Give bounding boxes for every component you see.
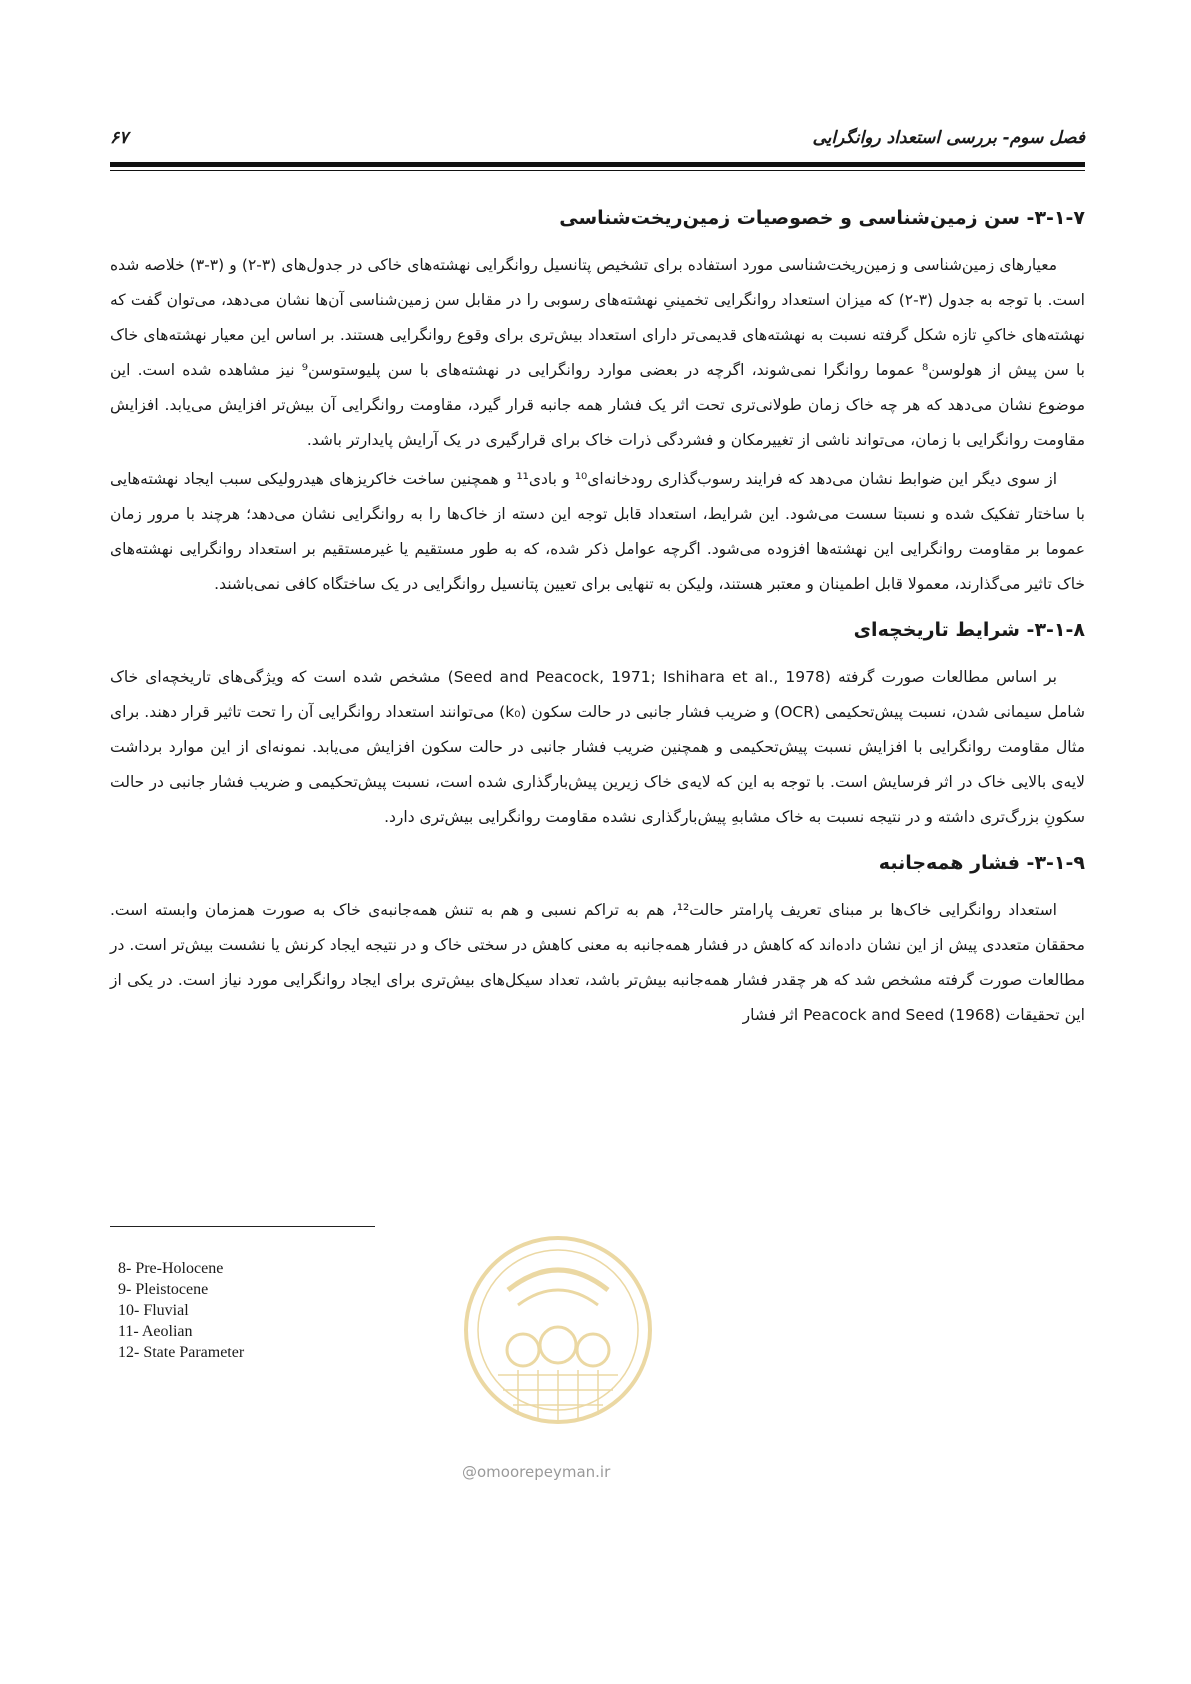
footnote: 12- State Parameter xyxy=(118,1344,245,1361)
paragraph: بر اساس مطالعات صورت گرفته (Seed and Peacock, 1971; Ishihara et al., 1978) مشخص شده است که ویژگی‌های تاریخچه‌ای خاک شامل سیمانی شدن، نسبت پیش‌تحکیمی (OCR) و ضریب فشار جانبی در حالت سکون (k₀) می‌توانند استعداد روانگرایی آن را تحت تاثیر قرار دهند. برای مثال مقاومت روانگرایی با افزایش نسبت پیش‌تحکیمی و همچنین ضریب فشار جانبی در حالت سکون افزایش می‌یابد. نمونه‌ای از این موارد برداشت لایه‌ی بالایی خاک در اثر فرسایش است. با توجه به این که لایه‌ی خاک زیرین پیش‌بارگذاری شده است، نسبت پیش‌تحکیمی و ضریب فشار جانبی در حالت سکونِ بزرگ‌تری داشته و در نتیجه نسبت به خاک مشابهِ پیش‌بارگذاری نشده مقاومت روانگرایی بیش‌تری دارد. xyxy=(110,668,1085,826)
watermark-site xyxy=(462,1463,610,1481)
paragraph: استعداد روانگرایی خاک‌ها بر مبنای تعریف پارامتر حالت¹²، هم به تراکم نسبی و هم به تنش همه‌جانبه‌ی خاک به صورت همزمان وابسته است. محققان متعددی پیش از این نشان داده‌اند که کاهش در فشار همه‌جانبه به معنی کاهش در سختی خاک و در نتیجه ایجاد کرنش یا نشست بیش‌تر است. در مطالعات صورت گرفته مشخص شد که هر چقدر فشار همه‌جانبه بیش‌تر باشد، تعداد سیکل‌های بیش‌تری برای ایجاد روانگرایی مورد نیاز است. در یکی از این تحقیقات Peacock and Seed (1968) اثر فشار xyxy=(110,901,1085,1024)
section-confining-pressure xyxy=(110,847,1085,1033)
page-number: ۶۷ xyxy=(110,128,129,148)
header-rule-thick xyxy=(110,162,1085,167)
header-rule-thin xyxy=(110,170,1085,171)
footnote: 8- Pre-Holocene xyxy=(118,1260,224,1277)
section-historical-conditions xyxy=(110,614,1085,835)
footnotes xyxy=(118,1258,244,1363)
paragraph: معیارهای زمین‌شناسی و زمین‌ریخت‌شناسی مورد استفاده برای تشخیص پتانسیل روانگرایی نهشته‌های خاکی در جدول‌های (۳-۲) و (۳-۳) خلاصه شده است. با توجه به جدول (۳-۲) که میزان استعداد روانگرایی تخمینیِ نهشته‌های رسوبی را در مقابل سن زمین‌شناسی آن‌ها نشان می‌دهد، می‌توان گفت که نهشته‌های خاکیِ تازه شکل گرفته نسبت به نهشته‌های قدیمی‌تر دارای استعداد بیش‌تری برای وقوع روانگرایی هستند. بر اساس این معیار نهشته‌های خاک با سن پیش از هولوسن⁸ عموما روانگرا نمی‌شوند، اگرچه در بعضی موارد روانگرایی در نهشته‌های با سن پلیوستوسن⁹ نیز مشاهده شده است. این موضوع نشان می‌دهد که هر چه خاک زمان طولانی‌تری تحت اثر یک فشار همه جانبه قرار گیرد، مقاومت روانگرایی آن بیش‌تر افزایش می‌یابد. افزایش مقاومت روانگرایی با زمان، می‌تواند ناشی از تغییرمکان و فشردگی ذرات خاک برای قرارگیری در یک آرایش پایدارتر باشد. xyxy=(110,256,1085,449)
section-heading: ۳-۱-۷- سن زمین‌شناسی و خصوصیات زمین‌ریخت‌شناسی xyxy=(559,207,1085,229)
footnote: 9- Pleistocene xyxy=(118,1281,209,1298)
watermark-logo xyxy=(458,1230,658,1450)
section-heading: ۳-۱-۹- فشار همه‌جانبه xyxy=(878,852,1085,874)
footnote-rule xyxy=(110,1226,375,1227)
watermark-site-text: omoorepeyman.ir xyxy=(477,1463,611,1481)
page-body xyxy=(110,190,1085,1043)
footnote: 11- Aeolian xyxy=(118,1323,193,1340)
section-geologic-age xyxy=(110,202,1085,602)
chapter-title: فصل سوم- بررسی استعداد روانگرایی xyxy=(812,128,1085,148)
at-icon: @ xyxy=(462,1463,477,1481)
seal-icon xyxy=(458,1230,658,1450)
section-heading: ۳-۱-۸- شرایط تاریخچه‌ای xyxy=(853,619,1085,641)
page-header xyxy=(110,128,1085,158)
paragraph: از سوی دیگر این ضوابط نشان می‌دهد که فرایند رسوب‌گذاری رودخانه‌ای¹⁰ و بادی¹¹ و همچنین ساخت خاکریزهای هیدرولیکی سبب ایجاد نهشته‌هایی با ساختار تفکیک شده و نسبتا سست می‌شود. این شرایط، استعداد قابل توجه این دسته از خاک‌ها را به روانگرایی نشان می‌دهد؛ هرچند با مرور زمان عموما بر مقاومت روانگرایی این نهشته‌ها افزوده می‌شود. اگرچه عوامل ذکر شده، که به طور مستقیم یا غیرمستقیم بر استعداد روانگرایی نهشته‌های خاک تاثیر می‌گذارند، معمولا قابل اطمینان و معتبر هستند، ولیکن به تنهایی برای تعیین پتانسیل روانگرایی در یک ساختگاه کافی نمی‌باشند. xyxy=(110,470,1085,593)
footnote: 10- Fluvial xyxy=(118,1302,189,1319)
